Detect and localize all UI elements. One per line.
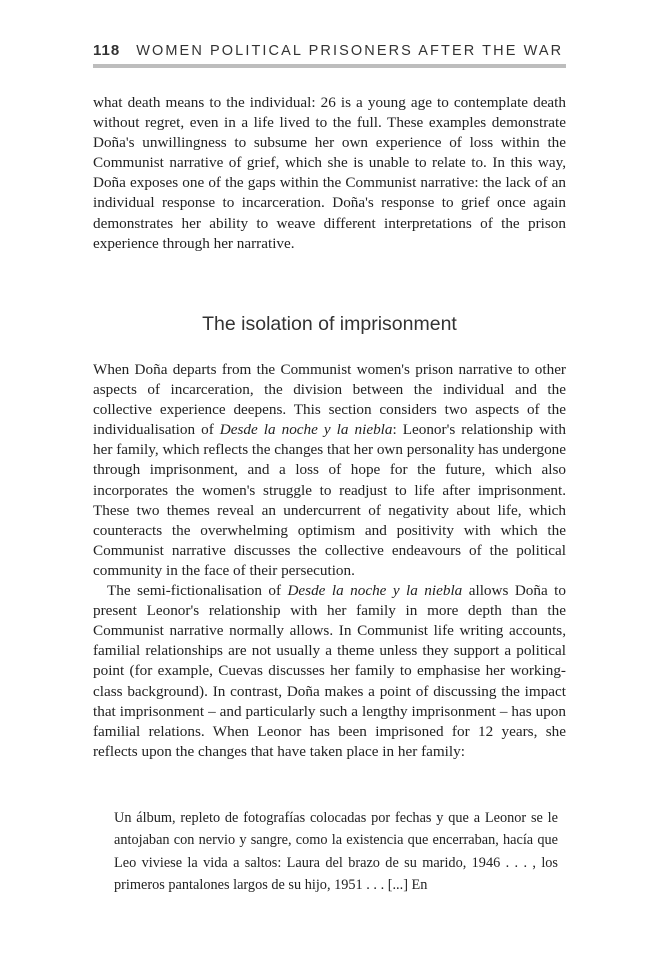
text-block-section (93, 360, 566, 762)
paragraph-family-before: The semi-fictionalisation of (107, 582, 288, 600)
paragraph-intro-after: : Leonor's relationship with her family, which reflects the changes that her own personality has undergone through imprisonment, and a loss of hope for the future, which also incorporates the women's struggle to readjust to life after imprisonment. These two themes reveal an undercurrent of negativity about life, which counteracts the overwhelming optimism and positivity with which the Communist narrative discusses the collective endeavours of the political community in the face of their persecution. (93, 421, 566, 579)
paragraph-family (93, 581, 566, 762)
header-rule (93, 64, 566, 68)
paragraph-continued: what death means to the individual: 26 is a young age to contemplate death without regret, even in a life lived to the full. These examples demonstrate Doña's unwillingness to subsume her own experience of loss within the Communist narrative of grief, which she is unable to relate to. In this way, Doña exposes one of the gaps within the Communist narrative: the lack of an individual response to incarceration. Doña's response to grief once again demonstrates her ability to weave different interpretations of the prison experience through her narrative. (93, 94, 566, 252)
book-title: Desde la noche y la niebla (287, 582, 463, 600)
page-number: 118 (93, 42, 121, 59)
block-quote: Un álbum, repleto de fotografías colocadas por fechas y que a Leonor se le antojaban con nervio y sangre, como la existencia que encerraban, hacía que Leo viviese la vida a saltos: Laura del brazo de su marido, 1946 . . . , los primeros pantalones largos de su hijo, 1951 . . . [...] En (114, 810, 558, 894)
paragraph-family-after: allows Doña to present Leonor's relationship with her family in more depth than the Communist narrative normally allows. In Communist life writing accounts, familial relationships are not usually a theme unless they support a political point (for example, Cuevas discusses her family to emphasise her working-class background). In contrast, Doña makes a point of discussing the impact that imprisonment – and particularly such a lengthy imprisonment – has upon familial relations. When Leonor has been imprisoned for 12 years, she reflects upon the changes that have taken place in her family: (93, 582, 566, 760)
book-title: Desde la noche y la niebla (219, 421, 393, 439)
running-head (93, 42, 566, 59)
running-title: WOMEN POLITICAL PRISONERS AFTER THE WAR (136, 43, 564, 59)
section-heading: The isolation of imprisonment (202, 313, 457, 335)
text-block-top (93, 93, 566, 254)
paragraph-intro-before: When Doña departs from the Communist women's prison narrative to other aspects of incarceration, the division between the individual and the collective experience deepens. This section considers two aspects of the individualisation of (93, 361, 566, 439)
paragraph-intro (93, 360, 566, 581)
